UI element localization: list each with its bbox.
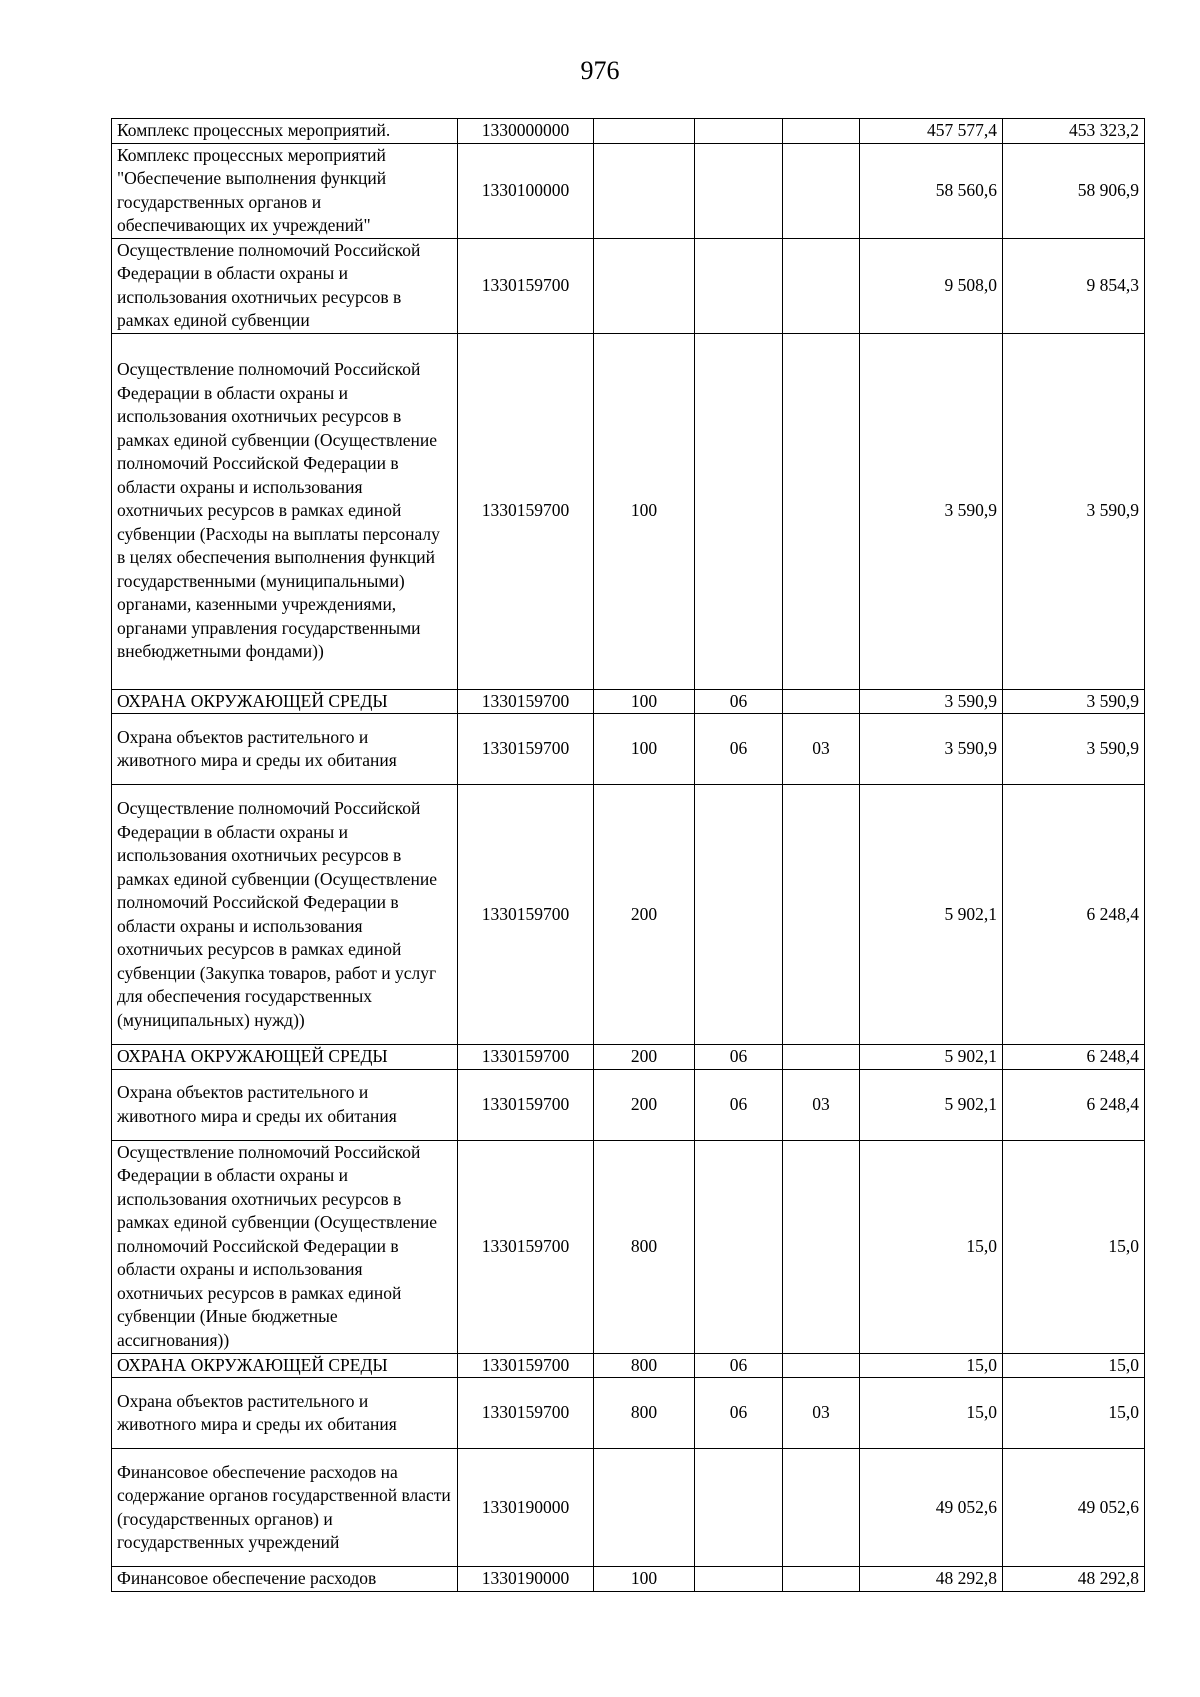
cell-expense-type: 200 (594, 1069, 695, 1140)
cell-subsection (783, 119, 860, 144)
cell-name: ОХРАНА ОКРУЖАЮЩЕЙ СРЕДЫ (112, 1353, 458, 1378)
cell-name: Комплекс процессных мероприятий "Обеспечение выполнения функций государственных органов и обеспечивающих их учреждений" (112, 143, 458, 238)
table-row (112, 1140, 1145, 1353)
cell-amount-year-1: 3 590,9 (860, 689, 1003, 714)
cell-target-article: 1330159700 (458, 1353, 594, 1378)
cell-subsection (783, 143, 860, 238)
table-row (112, 785, 1145, 1045)
cell-subsection (783, 333, 860, 689)
cell-subsection (783, 1567, 860, 1592)
cell-amount-year-1: 9 508,0 (860, 238, 1003, 333)
cell-amount-year-2: 58 906,9 (1003, 143, 1145, 238)
cell-expense-type (594, 119, 695, 144)
cell-amount-year-2: 453 323,2 (1003, 119, 1145, 144)
cell-name: Финансовое обеспечение расходов на содержание органов государственной власти (государственных органов) и государственных учреждений (112, 1449, 458, 1567)
cell-subsection (783, 238, 860, 333)
cell-expense-type: 100 (594, 689, 695, 714)
cell-subsection: 03 (783, 714, 860, 785)
table-row (112, 1069, 1145, 1140)
table-row (112, 119, 1145, 144)
cell-amount-year-1: 457 577,4 (860, 119, 1003, 144)
cell-section: 06 (695, 1378, 783, 1449)
cell-name: Комплекс процессных мероприятий. (112, 119, 458, 144)
cell-section (695, 785, 783, 1045)
cell-target-article: 1330000000 (458, 119, 594, 144)
cell-amount-year-2: 15,0 (1003, 1140, 1145, 1353)
cell-section: 06 (695, 1045, 783, 1070)
cell-name: Охрана объектов растительного и животного мира и среды их обитания (112, 1378, 458, 1449)
cell-subsection (783, 1140, 860, 1353)
cell-section (695, 1449, 783, 1567)
cell-expense-type (594, 143, 695, 238)
cell-name: Охрана объектов растительного и животного мира и среды их обитания (112, 1069, 458, 1140)
cell-section: 06 (695, 1353, 783, 1378)
cell-expense-type (594, 238, 695, 333)
cell-amount-year-2: 15,0 (1003, 1378, 1145, 1449)
table-row (112, 333, 1145, 689)
cell-section (695, 1567, 783, 1592)
cell-name: Осуществление полномочий Российской Федерации в области охраны и использования охотничьих ресурсов в рамках единой субвенции (Осуществление полномочий Российской Федерации в области охраны и использования охотничьих ресурсов в рамках единой субвенции (Закупка товаров, работ и услуг для обеспечения государственных (муниципальных) нужд)) (112, 785, 458, 1045)
cell-expense-type: 800 (594, 1140, 695, 1353)
cell-amount-year-2: 48 292,8 (1003, 1567, 1145, 1592)
cell-target-article: 1330190000 (458, 1449, 594, 1567)
cell-amount-year-2: 6 248,4 (1003, 1069, 1145, 1140)
cell-amount-year-1: 49 052,6 (860, 1449, 1003, 1567)
table-row (112, 1045, 1145, 1070)
cell-target-article: 1330159700 (458, 689, 594, 714)
table-row (112, 1378, 1145, 1449)
table-row (112, 238, 1145, 333)
table-row (112, 143, 1145, 238)
cell-amount-year-1: 58 560,6 (860, 143, 1003, 238)
cell-section: 06 (695, 689, 783, 714)
cell-expense-type: 800 (594, 1378, 695, 1449)
table-row (112, 1353, 1145, 1378)
cell-amount-year-1: 5 902,1 (860, 1069, 1003, 1140)
cell-amount-year-2: 9 854,3 (1003, 238, 1145, 333)
cell-amount-year-2: 15,0 (1003, 1353, 1145, 1378)
cell-expense-type: 100 (594, 333, 695, 689)
table-body (112, 119, 1145, 1592)
page-number: 976 (580, 56, 620, 85)
cell-subsection (783, 785, 860, 1045)
cell-target-article: 1330159700 (458, 1045, 594, 1070)
cell-target-article: 1330159700 (458, 1140, 594, 1353)
cell-expense-type: 100 (594, 714, 695, 785)
cell-amount-year-2: 3 590,9 (1003, 333, 1145, 689)
cell-section (695, 143, 783, 238)
cell-amount-year-1: 15,0 (860, 1353, 1003, 1378)
cell-name: ОХРАНА ОКРУЖАЮЩЕЙ СРЕДЫ (112, 689, 458, 714)
cell-subsection (783, 689, 860, 714)
cell-name: Осуществление полномочий Российской Федерации в области охраны и использования охотничьих ресурсов в рамках единой субвенции (Осуществление полномочий Российской Федерации в области охраны и использования охотничьих ресурсов в рамках единой субвенции (Иные бюджетные ассигнования)) (112, 1140, 458, 1353)
cell-section (695, 119, 783, 144)
table-row (112, 1449, 1145, 1567)
cell-amount-year-1: 15,0 (860, 1140, 1003, 1353)
cell-amount-year-2: 6 248,4 (1003, 785, 1145, 1045)
cell-target-article: 1330159700 (458, 333, 594, 689)
cell-target-article: 1330159700 (458, 1069, 594, 1140)
cell-section: 06 (695, 1069, 783, 1140)
cell-amount-year-2: 6 248,4 (1003, 1045, 1145, 1070)
cell-name: Осуществление полномочий Российской Федерации в области охраны и использования охотничьих ресурсов в рамках единой субвенции (Осуществление полномочий Российской Федерации в области охраны и использования охотничьих ресурсов в рамках единой субвенции (Расходы на выплаты персоналу в целях обеспечения выполнения функций государственными (муниципальными) органами, казенными учреждениями, органами управления государственными внебюджетными фондами)) (112, 333, 458, 689)
cell-amount-year-1: 15,0 (860, 1378, 1003, 1449)
cell-target-article: 1330100000 (458, 143, 594, 238)
cell-subsection: 03 (783, 1069, 860, 1140)
table-row (112, 1567, 1145, 1592)
cell-target-article: 1330159700 (458, 714, 594, 785)
cell-target-article: 1330190000 (458, 1567, 594, 1592)
cell-expense-type: 800 (594, 1353, 695, 1378)
cell-amount-year-2: 3 590,9 (1003, 689, 1145, 714)
cell-subsection (783, 1353, 860, 1378)
cell-amount-year-1: 5 902,1 (860, 785, 1003, 1045)
cell-section (695, 333, 783, 689)
cell-section: 06 (695, 714, 783, 785)
cell-name: Охрана объектов растительного и животного мира и среды их обитания (112, 714, 458, 785)
budget-table (111, 118, 1145, 1592)
cell-amount-year-1: 48 292,8 (860, 1567, 1003, 1592)
cell-amount-year-2: 3 590,9 (1003, 714, 1145, 785)
cell-target-article: 1330159700 (458, 238, 594, 333)
cell-subsection (783, 1045, 860, 1070)
cell-name: Финансовое обеспечение расходов (112, 1567, 458, 1592)
cell-amount-year-1: 3 590,9 (860, 714, 1003, 785)
cell-amount-year-1: 3 590,9 (860, 333, 1003, 689)
cell-subsection: 03 (783, 1378, 860, 1449)
table-row (112, 689, 1145, 714)
cell-name: Осуществление полномочий Российской Федерации в области охраны и использования охотничьих ресурсов в рамках единой субвенции (112, 238, 458, 333)
cell-expense-type: 100 (594, 1567, 695, 1592)
cell-expense-type: 200 (594, 785, 695, 1045)
table-row (112, 714, 1145, 785)
cell-expense-type: 200 (594, 1045, 695, 1070)
cell-section (695, 238, 783, 333)
cell-name: ОХРАНА ОКРУЖАЮЩЕЙ СРЕДЫ (112, 1045, 458, 1070)
cell-subsection (783, 1449, 860, 1567)
cell-amount-year-2: 49 052,6 (1003, 1449, 1145, 1567)
cell-target-article: 1330159700 (458, 785, 594, 1045)
cell-amount-year-1: 5 902,1 (860, 1045, 1003, 1070)
cell-section (695, 1140, 783, 1353)
cell-target-article: 1330159700 (458, 1378, 594, 1449)
cell-expense-type (594, 1449, 695, 1567)
